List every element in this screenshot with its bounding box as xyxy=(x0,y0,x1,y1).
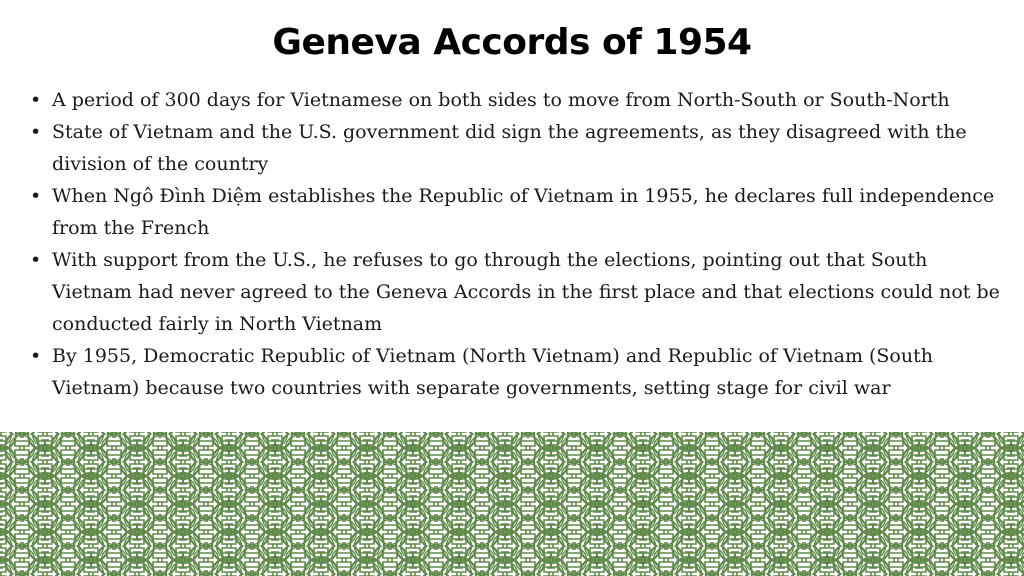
bullet-item xyxy=(26,244,1006,340)
bullet-item xyxy=(26,84,1006,116)
bullet-dot-icon: • xyxy=(30,249,42,271)
bullet-item xyxy=(26,340,1006,404)
bullet-item xyxy=(26,116,1006,180)
bullet-list xyxy=(26,84,1006,404)
bullet-text: A period of 300 days for Vietnamese on both sides to move from North-South or South-North xyxy=(52,89,950,111)
bullet-dot-icon: • xyxy=(30,185,42,207)
bullet-text: When Ngô Đình Diệm establishes the Republic of Vietnam in 1955, he declares full independence from the French xyxy=(52,185,995,239)
bullet-dot-icon: • xyxy=(30,345,42,367)
bullet-dot-icon: • xyxy=(30,89,42,111)
slide-title: Geneva Accords of 1954 xyxy=(272,22,752,63)
bullet-text: By 1955, Democratic Republic of Vietnam (North Vietnam) and Republic of Vietnam (South Vietnam) because two countries with separate governments, setting stage for civil war xyxy=(52,345,933,399)
decorative-pattern-band xyxy=(0,432,1024,576)
bullet-item xyxy=(26,180,1006,244)
bullet-text: State of Vietnam and the U.S. government did sign the agreements, as they disagreed with the division of the country xyxy=(52,121,967,175)
bullet-dot-icon: • xyxy=(30,121,42,143)
bullet-text: With support from the U.S., he refuses to go through the elections, pointing out that South Vietnam had never agreed to the Geneva Accords in the first place and that elections could not be conducted fairly in North Vietnam xyxy=(52,249,1000,335)
